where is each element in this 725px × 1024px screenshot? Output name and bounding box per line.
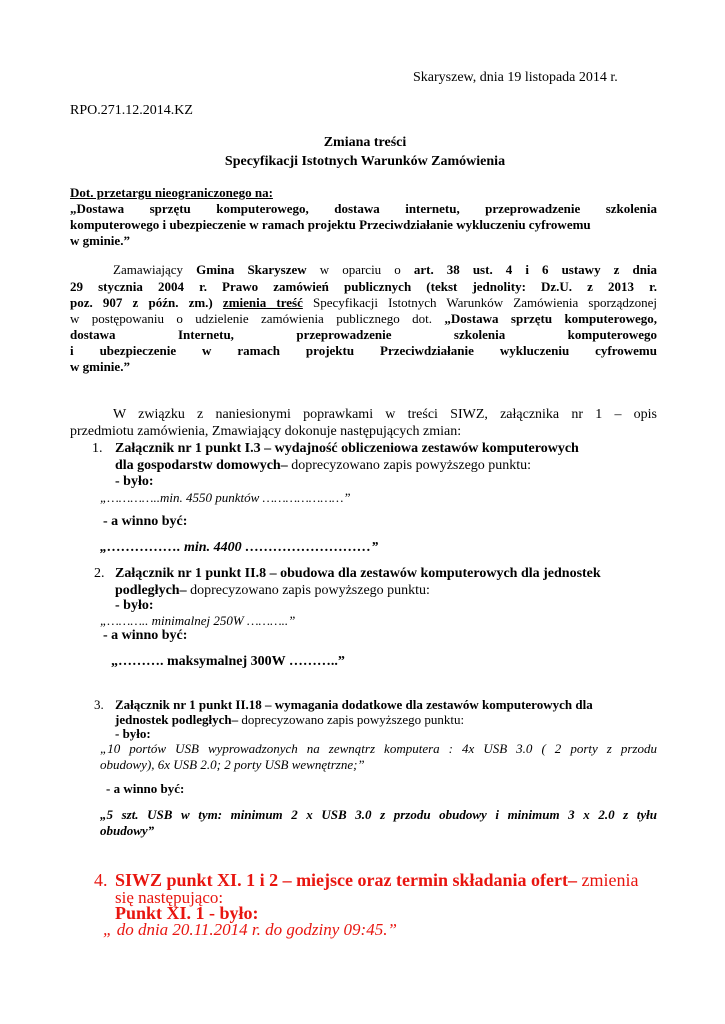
- item2-title-line-2: [115, 583, 430, 599]
- intro-line-6: i ubezpieczenie w ramach projektu Przeciwdziałanie wykluczeniu cyfrowemu: [70, 343, 657, 358]
- item3-was-line-1: „10 portów USB wyprowadzonych na zewnątrz komputera : 4x USB 3.0 ( 2 porty z przodu: [100, 741, 657, 756]
- intro-l1-d: art. 38 ust. 4 i 6 ustawy z dnia: [413, 262, 658, 277]
- item4-title-rest: zmienia: [581, 870, 639, 890]
- item1-was-label: - było:: [115, 474, 154, 489]
- item1-title-line-2: [115, 458, 531, 474]
- reference-number: RPO.271.12.2014.KZ: [70, 103, 193, 118]
- intro-l3-c: Specyfikacji Istotnych Warunków Zamówienia sporządzonej: [313, 295, 657, 310]
- item1-title-bold: dla gospodarstw domowych–: [115, 458, 288, 473]
- item1-title-rest: doprecyzowano zapis powyższego punktu:: [291, 458, 532, 473]
- place-date: Skaryszew, dnia 19 listopada 2014 r.: [413, 70, 618, 85]
- item2-title-rest: doprecyzowano zapis powyższego punktu:: [190, 583, 430, 598]
- item4-number: 4.: [94, 870, 108, 890]
- item4-line-2: się następująco:: [115, 888, 224, 907]
- intro-l4-a: w postępowaniu o udzielenie zamówienia publicznego dot.: [70, 311, 432, 326]
- item3-was-line-2: obudowy), 6x USB 2.0; 2 porty USB wewnętrzne;”: [100, 757, 365, 772]
- changes-intro-line-1: W związku z naniesionymi poprawkami w treści SIWZ, załącznika nr 1 – opis: [113, 407, 657, 422]
- intro-line-5: dostawa Internetu, przeprowadzenie szkolenia komputerowego: [70, 327, 657, 342]
- subject-line-2: komputerowego i ubezpieczenie w ramach projektu Przeciwdziałanie wykluczeniu cyfrowemu: [70, 217, 591, 232]
- item2-title-bold: podległych–: [115, 583, 187, 598]
- item3-now-line-2: obudowy”: [100, 823, 155, 838]
- intro-line-4: [70, 311, 657, 327]
- item4-date-text: „ do dnia 20.11.2014 r. do godziny 09:45.”: [103, 920, 397, 939]
- item1-number: 1.: [92, 441, 103, 456]
- intro-line-7: w gminie.”: [70, 359, 130, 374]
- intro-l1-c: w oparciu o: [319, 262, 401, 277]
- item4-sub-heading: Punkt XI. 1 - było:: [115, 903, 259, 923]
- item1-now-label: - a winno być:: [103, 514, 188, 529]
- item3-title-line-2: [115, 712, 464, 728]
- subject-label: Dot. przetargu nieograniczonego na:: [70, 185, 273, 200]
- item3-title-line-1: Załącznik nr 1 punkt II.18 – wymagania dodatkowe dla zestawów komputerowych dla: [115, 697, 593, 712]
- item3-was-label: - było:: [115, 726, 151, 741]
- item3-title-bold: jednostek podległych–: [115, 712, 239, 727]
- title-line-1: Zmiana treści: [323, 135, 407, 150]
- changes-intro-line-2: przedmiotu zamówienia, Zmawiający dokonuje następujących zmian:: [70, 424, 462, 439]
- item3-title-rest: doprecyzowano zapis powyższego punktu:: [241, 712, 465, 727]
- item4-title-bold: SIWZ punkt XI. 1 i 2 – miejsce oraz termin składania ofert–: [115, 870, 577, 890]
- intro-line-1: [70, 262, 657, 278]
- item1-title-line-1: Załącznik nr 1 punkt I.3 – wydajność obliczeniowa zestawów komputerowych: [115, 441, 579, 456]
- item2-title-line-1: Załącznik nr 1 punkt II.8 – obudowa dla zestawów komputerowych dla jednostek: [115, 566, 601, 581]
- item3-now-label: - a winno być:: [106, 781, 185, 796]
- subject-line-3: w gminie.”: [70, 233, 130, 248]
- intro-line-2: 29 stycznia 2004 r. Prawo zamówień publicznych (tekst jednolity: Dz.U. z 2013 r.: [70, 279, 657, 294]
- item2-number: 2.: [94, 566, 105, 581]
- intro-l3-b: zmienia treść: [222, 295, 303, 310]
- item2-was-text: „……….. minimalnej 250W ………..”: [100, 613, 296, 628]
- subject-line-1: „Dostawa sprzętu komputerowego, dostawa internetu, przeprowadzenie szkolenia: [70, 201, 657, 216]
- intro-l3-a: poz. 907 z późn. zm.): [70, 295, 213, 310]
- intro-line-3: [70, 295, 657, 311]
- item3-now-line-1: „5 szt. USB w tym: minimum 2 x USB 3.0 z przodu obudowy i minimum 3 x 2.0 z tyłu: [100, 807, 657, 822]
- intro-l1-b: Gmina Skaryszew: [196, 262, 307, 277]
- title-line-2: Specyfikacji Istotnych Warunków Zamówienia: [224, 154, 506, 169]
- item3-number: 3.: [94, 697, 104, 712]
- item2-now-label: - a winno być:: [103, 628, 188, 643]
- item2-now-text: „………. maksymalnej 300W ………..”: [111, 654, 345, 669]
- intro-l1-a: Zamawiający: [113, 262, 184, 277]
- item1-was-text: „…………..min. 4550 punktów …………………”: [100, 490, 351, 505]
- item1-now-text: „……………. min. 4400 ………………………”: [100, 540, 379, 555]
- intro-l4-b: „Dostawa sprzętu komputerowego,: [444, 311, 658, 326]
- item2-was-label: - było:: [115, 598, 154, 613]
